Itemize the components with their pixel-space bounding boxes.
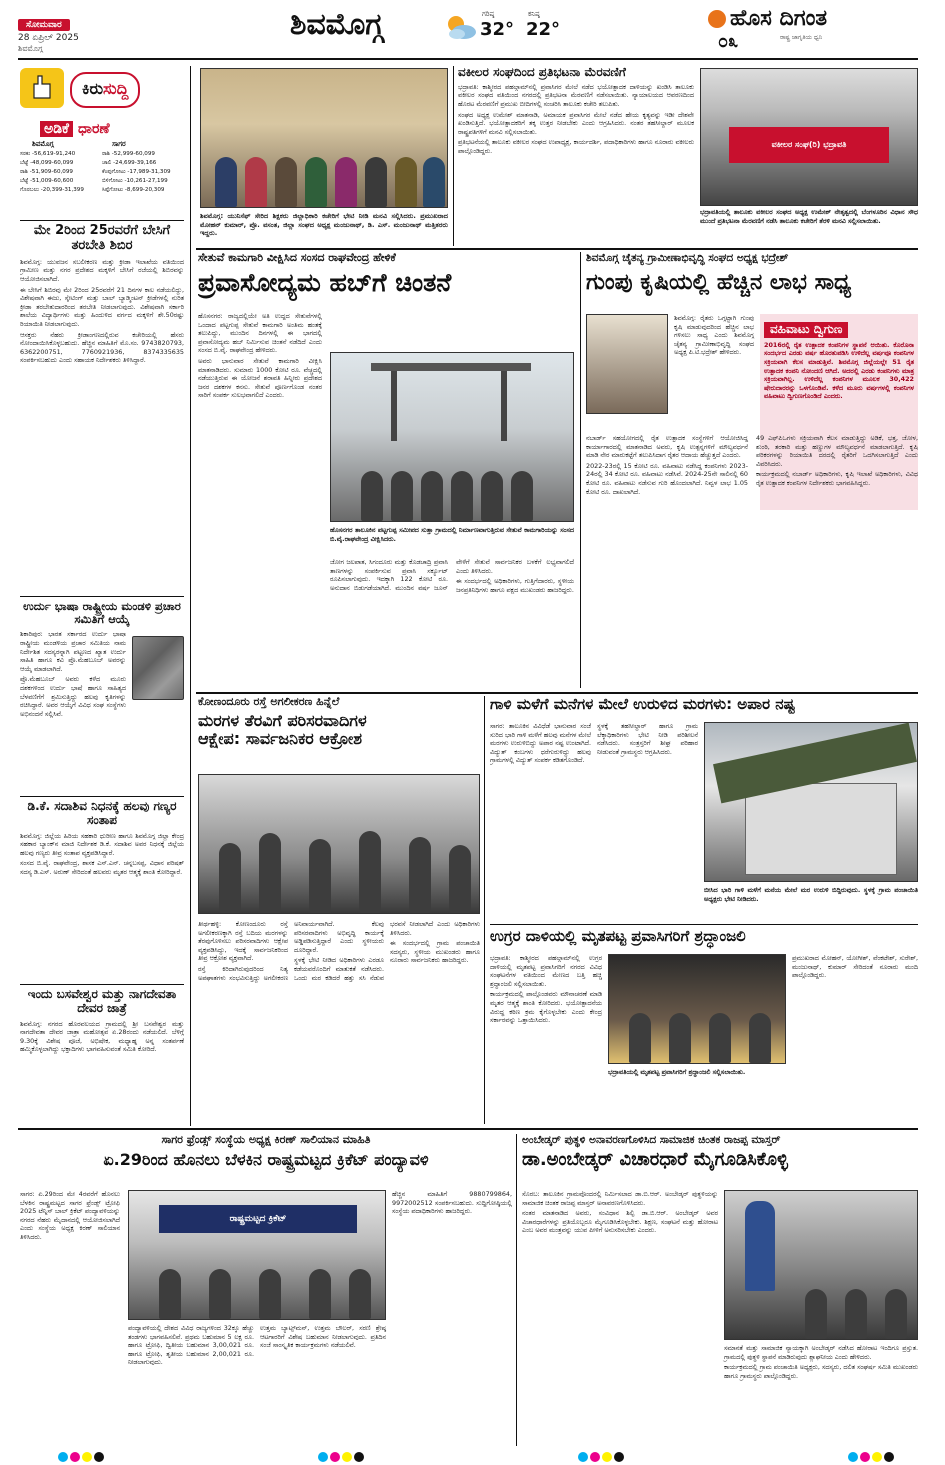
kirusuddi-b: ಸುದ್ದಿ — [103, 79, 129, 98]
masthead-title: ಶಿವಮೊಗ್ಗ — [290, 7, 384, 42]
paragraph: ಸಂಸದ ಬಿ.ವೈ. ರಾಘವೇಂದ್ರ, ಶಾಸಕ ಎಸ್.ಎನ್. ಚನ್ನಬಸಪ್ಪ, ವಿಧಾನ ಪರಿಷತ್ ಸದಸ್ಯ ಡಿ.ಎಸ್. ಅರುಣ್ ಸೇರಿದಂತೆ ಹಲವರು ಮೃತರ ಆತ್ಮಕ್ಕೆ ಶಾಂತಿ ಕೋರಿದ್ದಾರೆ. — [20, 859, 184, 876]
paragraph: ಪಂದ್ಯಾವಳಿಯಲ್ಲಿ ದೇಶದ ವಿವಿಧ ರಾಜ್ಯಗಳಿಂದ 32ಕ್ಕೂ ಹೆಚ್ಚು ತಂಡಗಳು ಭಾಗವಹಿಸಲಿವೆ. ಪ್ರಥಮ ಬಹುಮಾನ 5 ಲಕ್ಷ ರೂ. ಹಾಗೂ ಟ್ರೋಫಿ, ದ್ವಿತೀಯ ಬಹುಮಾನ 3,00,021 ರೂ. ಹಾಗೂ ಟ್ರೋಫಿ, ತೃತೀಯ ಬಹುಮಾನ 2,00,021 ರೂ. ನೀಡಲಾಗುವುದು. — [128, 1324, 254, 1367]
paragraph: ಕಾರ್ಯಕ್ರಮದಲ್ಲಿ ಪಾಲ್ಗೊಂಡವರು ಮೌನಾಚರಣೆ ಮಾಡಿ ಮೃತರ ಆತ್ಮಕ್ಕೆ ಶಾಂತಿ ಕೋರಿದರು. ಭಯೋತ್ಪಾದನೆಯ ವಿರುದ್ಧ ಕಠಿಣ ಕ್ರಮ ಕೈಗೊಳ್ಳಬೇಕು ಎಂದು ಕೇಂದ್ರ ಸರ್ಕಾರವನ್ನು ಒತ್ತಾಯಿಸಿದರು. — [490, 990, 602, 1025]
rate-label-b: ಧಾರಣೆ — [78, 121, 110, 137]
rate-col1: ಶಿವಮೊಗ್ಗ — [32, 140, 54, 148]
paragraph: ಪ್ರತಿಭಟನೆಯಲ್ಲಿ ತಾಲೂಕು ವಕೀಲರ ಸಂಘದ ಉಪಾಧ್ಯಕ್ಷ, ಕಾರ್ಯದರ್ಶಿ, ಪದಾಧಿಕಾರಿಗಳು ಹಾಗೂ ನೂರಾರು ವಕೀಲರು ಪಾಲ್ಗೊಂಡಿದ್ದರು. — [458, 138, 694, 155]
paragraph: ಸೊರಬ: ತಾಲೂಕಿನ ಗ್ರಾಮವೊಂದರಲ್ಲಿ ನಿರ್ಮಿಸಲಾದ ಡಾ.ಬಿ.ಆರ್. ಅಂಬೇಡ್ಕರ್ ಪುತ್ಥಳಿಯನ್ನು ಸಾಮಾಜಿಕ ಚಿಂತಕ ರಾಜಪ್ಪ ಮಾಸ್ತರ್ ಅನಾವರಣಗೊಳಿಸಿದರು. — [522, 1190, 718, 1207]
reg-dot-yellow-2 — [342, 1452, 352, 1462]
brief2-body — [20, 630, 126, 718]
rain-title: ಗಾಳಿ ಮಳೆಗೆ ಮನೆಗಳ ಮೇಲೆ ಉರುಳಿದ ಮರಗಳು: ಅಪಾರ ನಷ್ಟ — [490, 696, 795, 713]
paragraph: ಉತ್ತಮ ಬ್ಯಾಟ್ಸ್‌ಮನ್, ಉತ್ತಮ ಬೌಲರ್, ಸರಣಿ ಶ್ರೇಷ್ಠ ಆಟಗಾರರಿಗೆ ವಿಶೇಷ ಬಹುಮಾನ ನೀಡಲಾಗುವುದು. ಪ್ರತಿದಿನ ಸಂಜೆ ಸಾಂಸ್ಕೃತಿಕ ಕಾರ್ಯಕ್ರಮಗಳು ನಡೆಯಲಿವೆ. — [260, 1324, 386, 1350]
paragraph: ಶಿವಮೊಗ್ಗ: ರೈತರು ಒಗ್ಗಟ್ಟಾಗಿ ಗುಂಪು ಕೃಷಿ ಮಾಡುವುದರಿಂದ ಹೆಚ್ಚಿನ ಲಾಭ ಗಳಿಸಲು ಸಾಧ್ಯ ಎಂದು ಶಿವಮೊಗ್ಗ ಚೈತನ್ಯ ಗ್ರಾಮೀಣಾಭಿವೃದ್ಧಿ ಸಂಘದ ಅಧ್ಯಕ್ಷ ಪಿ.ಟಿ.ಭದ್ರೇಶ್ ಹೇಳಿದರು. — [674, 314, 754, 357]
header-left — [18, 12, 168, 56]
tourism-kicker: ಸೇತುವೆ ಕಾಮಗಾರಿ ವೀಕ್ಷಿಸಿದ ಸಂಸದ ರಾಘವೇಂದ್ರ ಹೇಳಿಕೆ — [198, 252, 396, 264]
paragraph: ತೀರ್ಥಹಳ್ಳಿ: ಕೋಣಂದೂರು ರಸ್ತೆ ಅಗಲೀಕರಣಕ್ಕಾಗಿ ರಸ್ತೆ ಬದಿಯ ಮರಗಳನ್ನು ತೆರವುಗೊಳಿಸಲು ಪರಿಸರವಾದಿಗಳು ಆಕ್ಷೇಪ ವ್ಯಕ್ತಪಡಿಸಿದ್ದು, ಇದಕ್ಕೆ ಸಾರ್ವಜನಿಕರಿಂದ ತೀವ್ರ ಆಕ್ರೋಶ ವ್ಯಕ್ತವಾಗಿದೆ. — [198, 920, 288, 963]
rate-cell: ಬೆಟ್ಟೆ -48,099-60,099 — [20, 160, 74, 166]
reg-dot-magenta — [70, 1452, 80, 1462]
paragraph: ಹೊಸನಗರ: ರಾಜ್ಯದಲ್ಲಿಯೇ ಅತಿ ಉದ್ದದ ಸೇತುವೆಗಳಲ್ಲಿ ಒಂದಾದ ಪಟ್ಟಗುಪ್ಪ ಸೇತುವೆ ಕಾಮಗಾರಿ ಅಂತಿಮ ಹಂತಕ್ಕೆ ತಲುಪಿದ್ದು, ಮುಂದಿನ ದಿನಗಳಲ್ಲಿ ಈ ಭಾಗದಲ್ಲಿ ಪ್ರವಾಸೋದ್ಯಮ ಹಬ್ ನಿರ್ಮಿಸುವ ಚಿಂತನೆ ನಡೆದಿದೆ ಎಂದು ಸಂಸದ ಬಿ.ವೈ. ರಾಘವೇಂದ್ರ ಹೇಳಿದರು. — [198, 312, 322, 355]
brief2-title: ಉರ್ದು ಭಾಷಾ ರಾಷ್ಟ್ರೀಯ ಮಂಡಳಿ ಪ್ರಚಾರ ಸಮಿತಿಗೆ ಆಯ್ಕೆ — [23, 600, 181, 627]
ambedkar-title: ಡಾ.ಅಂಬೇಡ್ಕರ್ ವಿಚಾರಧಾರೆ ಮೈಗೂಡಿಸಿಕೊಳ್ಳಿ — [522, 1149, 788, 1171]
tribute-caption: ಭದ್ರಾವತಿಯಲ್ಲಿ ಮೃತಪಟ್ಟ ಪ್ರವಾಸಿಗರಿಗೆ ಶ್ರದ್ಧಾಂಜಲಿ ಸಲ್ಲಿಸಲಾಯಿತು. — [608, 1068, 746, 1076]
reg-dot-yellow — [82, 1452, 92, 1462]
paragraph: ಭದ್ರಾವತಿ: ಕಾಶ್ಮೀರದ ಪಹಲ್ಗಾಮ್‌ನಲ್ಲಿ ಉಗ್ರರ ದಾಳಿಯಲ್ಲಿ ಮೃತಪಟ್ಟ ಪ್ರವಾಸಿಗರಿಗೆ ನಗರದ ವಿವಿಧ ಸಂಘಟನೆಗಳ ವತಿಯಿಂದ ಮೇಣದ ಬತ್ತಿ ಹಚ್ಚಿ ಶ್ರದ್ಧಾಂಜಲಿ ಸಲ್ಲಿಸಲಾಯಿತು. — [490, 954, 602, 988]
paragraph: ಸ್ಥಳಕ್ಕೆ ಭೇಟಿ ನೀಡಿದ ಅಧಿಕಾರಿಗಳು ಎರಡೂ ಕಡೆಯವರೊಂದಿಗೆ ಮಾತುಕತೆ ನಡೆಸಿದರು. ಒಂದು ಮರ ಕಡಿದರೆ ಹತ್ತು ಸಸಿ ನೆಡುವ ಭರವಸೆ ನೀಡಲಾಗಿದೆ ಎಂದು ಅಧಿಕಾರಿಗಳು ತಿಳಿಸಿದರು. — [294, 920, 480, 982]
rate-row — [20, 150, 184, 159]
paragraph: ಆಸಕ್ತರು ನೆಹರು ಕ್ರೀಡಾಂಗಣದಲ್ಲಿರುವ ಕಚೇರಿಯಲ್ಲಿ ಹೆಸರು ನೋಂದಾಯಿಸಿಕೊಳ್ಳಬಹುದು. ಹೆಚ್ಚಿನ ಮಾಹಿತಿಗೆ ಮೊ.ಸಂ. 9743820793, 6362200751, 7760921936, 8374335635 ಸಂಪರ್ಕಿಸಬಹುದು ಎಂದು ಸಹಾಯಕ ನಿರ್ದೇಶಕರು ತಿಳಿಸಿದ್ದಾರೆ. — [20, 330, 184, 365]
paragraph: ಸಮಾನತೆ ಮತ್ತು ಸಾಮಾಜಿಕ ನ್ಯಾಯಕ್ಕಾಗಿ ಅಂಬೇಡ್ಕರ್ ನಡೆಸಿದ ಹೋರಾಟ ಇಂದಿಗೂ ಪ್ರಸ್ತುತ. ಗ್ರಾಮದಲ್ಲಿ ಪುತ್ಥಳಿ ಸ್ಥಾಪನೆ ಮಾಡಿರುವುದು ಶ್ಲಾಘನೀಯ ಎಂದು ಹೇಳಿದರು. — [724, 1344, 918, 1361]
paragraph: ಶಿಕಾರಿಪುರ: ಭಾರತ ಸರ್ಕಾರದ ಉರ್ದು ಭಾಷಾ ರಾಷ್ಟ್ರೀಯ ಮಂಡಳಿಯ ಪ್ರಚಾರ ಸಮಿತಿಯ ನಾಮ ನಿರ್ದೇಶಿತ ಸದಸ್ಯರನ್ನಾಗಿ ಪಟ್ಟಣದ ಖ್ಯಾತ ಉರ್ದು ಸಾಹಿತಿ ಹಾಗೂ ಕವಿ ಪ್ರೊ.ಮೆಹಬೂಬ್ ಅವರನ್ನು ಆಯ್ಕೆ ಮಾಡಲಾಗಿದೆ. — [20, 630, 126, 673]
lawyers-banner: ವಕೀಲರ ಸಂಘ(ರಿ) ಭದ್ರಾವತಿ — [729, 127, 889, 163]
reg-dot-magenta-4 — [860, 1452, 870, 1462]
brief-jatre — [20, 988, 184, 1122]
brief-urdu — [20, 600, 184, 794]
tribute-story — [490, 928, 918, 1124]
candle-photo — [608, 954, 786, 1064]
rate-col2: ಸಾಗರ — [112, 140, 126, 148]
brief3-body — [20, 832, 184, 877]
paragraph: ನಂತರ ಮಾತನಾಡಿದ ಅವರು, ಸಂವಿಧಾನ ಶಿಲ್ಪಿ ಡಾ.ಬಿ.ಆರ್. ಅಂಬೇಡ್ಕರ್ ಅವರ ವಿಚಾರಧಾರೆಗಳನ್ನು ಪ್ರತಿಯೊಬ್ಬರೂ ಮೈಗೂಡಿಸಿಕೊಳ್ಳಬೇಕು. ಶಿಕ್ಷಣ, ಸಂಘಟನೆ ಮತ್ತು ಹೋರಾಟ ಎಂಬ ಅವರ ಮಂತ್ರವನ್ನು ಯುವ ಪೀಳಿಗೆ ಅನುಸರಿಸಬೇಕು ಎಂದರು. — [522, 1209, 718, 1235]
tourism-body-left — [198, 312, 322, 686]
paragraph: ಹೆಚ್ಚಿನ ಮಾಹಿತಿಗೆ 9880799864, 9972002512 ಸಂಪರ್ಕಿಸಬಹುದು. ಸುದ್ದಿಗೋಷ್ಠಿಯಲ್ಲಿ ಸಂಸ್ಥೆಯ ಪದಾಧಿಕಾರಿಗಳು ಹಾಜರಿದ್ದರು. — [392, 1190, 512, 1216]
reg-dot-cyan-3 — [578, 1452, 588, 1462]
agri-box-title: ವಹಿವಾಟು ದ್ವಿಗುಣ — [764, 322, 848, 338]
lawyers-caption: ಭದ್ರಾವತಿಯಲ್ಲಿ ತಾಲೂಕು ವಕೀಲರ ಸಂಘದ ಅಧ್ಯಕ್ಷ ಉಮೇಶ್ ನೇತೃತ್ವದಲ್ಲಿ ಬೆಂಗಳೂರಿನ ವಿಧಾನ ಸೌಧ ಮುಂದೆ ಪ್ರತಿಭಟನಾ ಮೆರವಣಿಗೆ ನಡೆಸಿ ತಾಲೂಕು ಕಚೇರಿಗೆ ತೆರಳಿ ಮನವಿ ಸಲ್ಲಿಸಲಾಯಿತು. — [700, 208, 918, 225]
tribute-title: ಉಗ್ರರ ದಾಳಿಯಲ್ಲಿ ಮೃತಪಟ್ಟ ಪ್ರವಾಸಿಗರಿಗೆ ಶ್ರದ್ಧಾಂಜಲಿ — [490, 928, 746, 945]
tree-title-1: ಮರಗಳ ತೆರವಿಗೆ ಪರಿಸರವಾದಿಗಳ — [198, 710, 367, 730]
min-temp-label: ಕನಿಷ್ಠ — [528, 10, 540, 18]
cricket-body-right — [392, 1190, 512, 1446]
tourism-body-bottom — [330, 558, 574, 686]
reg-dot-yellow-4 — [872, 1452, 882, 1462]
cricket-title: ಏ.29ರಿಂದ ಹೊನಲು ಬೆಳಕಿನ ರಾಷ್ಟ್ರಮಟ್ಟದ ಕ್ರಿಕೆಟ್ ಪಂದ್ಯಾವಳಿ — [103, 1149, 429, 1169]
reg-dot-black — [94, 1452, 104, 1462]
paragraph: ಸಾಗರ: ತಾಲೂಕಿನ ವಿವಿಧೆಡೆ ಭಾನುವಾರ ಸಂಜೆ ಸುರಿದ ಭಾರಿ ಗಾಳಿ ಮಳೆಗೆ ಹಲವು ಮನೆಗಳ ಮೇಲೆ ಮರಗಳು ಉರುಳಿಬಿದ್ದು ಅಪಾರ ನಷ್ಟ ಉಂಟಾಗಿದೆ. ವಿದ್ಯುತ್ ಕಂಬಗಳು ಧರೆಗುರುಳಿದ್ದು ಹಲವು ಗ್ರಾಮಗಳಲ್ಲಿ ವಿದ್ಯುತ್ ಸಂಪರ್ಕ ಕಡಿತಗೊಂಡಿದೆ. — [490, 722, 591, 765]
tree-kicker: ಕೋಣಂದೂರು ರಸ್ತೆ ಅಗಲೀಕರಣ ಹಿನ್ನೆಲೆ — [198, 696, 340, 708]
page-number: ೦೩ — [718, 31, 739, 52]
brief1-title: ಮೇ 2ರಿಂದ 25ರವರೆಗೆ ಬೇಸಿಗೆ ತರಬೇತಿ ಶಿಬಿರ — [33, 224, 171, 253]
rate-table — [20, 150, 184, 195]
rain-story — [490, 696, 918, 922]
paragraph: ಕಾರ್ಯಕ್ರಮದಲ್ಲಿ ನಬಾರ್ಡ್ ಅಧಿಕಾರಿಗಳು, ಕೃಷಿ ಇಲಾಖೆ ಅಧಿಕಾರಿಗಳು, ವಿವಿಧ ರೈತ ಉತ್ಪಾದಕ ಕಂಪನಿಗಳ ನಿರ್ದೇಶಕರು ಭಾಗವಹಿಸಿದ್ದರು. — [756, 470, 918, 487]
paragraph: 49 ಎಫ್‌ಪಿಒಗಳು ಸಕ್ರಿಯವಾಗಿ ಕೆಲಸ ಮಾಡುತ್ತಿದ್ದು ಅಡಿಕೆ, ಭತ್ತ, ಜೋಳ, ಶುಂಠಿ, ತರಕಾರಿ ಮತ್ತು ಹಣ್ಣುಗಳ ಮೌಲ್ಯವರ್ಧನೆ ಮಾಡಲಾಗುತ್ತಿದೆ. ಕೃಷಿ ಪರಿಕರಗಳನ್ನು ರಿಯಾಯಿತಿ ದರದಲ್ಲಿ ರೈತರಿಗೆ ಒದಗಿಸಲಾಗುತ್ತಿದೆ ಎಂದು ವಿವರಿಸಿದರು. — [756, 434, 918, 468]
tribute-body-right — [792, 954, 918, 1124]
cricket-body-left — [20, 1190, 120, 1446]
header-date: 28 ಏಪ್ರಿಲ್ 2025 — [18, 33, 79, 43]
agri-box-body: 2016ರಲ್ಲಿ ರೈತ ಉತ್ಪಾದಕ ಕಂಪನಿಗಳ ಸ್ಥಾಪನೆ ಆಯಿತು. ಕೊರೊನಾ ಸಂದರ್ಭದ ಎರಡು ವರ್ಷ ಹೊರತುಪಡಿಸಿ ಉಳಿದೆಲ್ಲ ವರ್ಷವೂ ಕಂಪನಿಗಳ ಸಕ್ರಿಯವಾಗಿ ಕೆಲಸ ಮಾಡುತ್ತಿವೆ. ಶಿವಮೊಗ್ಗ ಜಿಲ್ಲೆಯಲ್ಲೇ 51 ರೈತ ಉತ್ಪಾದಕ ಕಂಪನಿ ನೋಂದಣಿ ಆಗಿದೆ. ಅದರಲ್ಲಿ ಎರಡು ಕಂಪನಿಗಳು ಮಾತ್ರ ಸಕ್ರಿಯವಾಗಿಲ್ಲ. ಉಳಿದೆಲ್ಲ ಕಂಪನಿಗಳ ಮೂಲಕ 30,422 ಷೇರುದಾರರನ್ನು ಒಳಗೊಂಡಿವೆ. ಕಳೆದ ಮೂರು ವರ್ಷಗಳಲ್ಲಿ ಕಂಪನಿಗಳ ವಹಿವಾಟು ದ್ವಿಗುಣಗೊಂಡಿದೆ ಎಂದರು. — [764, 340, 914, 401]
rate-row — [20, 168, 184, 177]
tree-title-2: ಆಕ್ಷೇಪ: ಸಾರ್ವಜನಿಕರ ಆಕ್ರೋಶ — [198, 729, 362, 749]
kirusuddi-label — [70, 72, 140, 108]
kirusuddi-box — [20, 66, 184, 112]
agri-body-top — [674, 314, 754, 432]
paper-tagline: ರಾಷ್ಟ್ರ ಜಾಗೃತಿಯ ಧ್ವನಿ — [780, 34, 823, 41]
tree-story — [198, 696, 480, 1124]
header-city: ಶಿವಮೊಗ್ಗ — [18, 44, 43, 53]
rain-body — [490, 722, 698, 922]
ambedkar-kicker: ಅಂಬೇಡ್ಕರ್ ಪುತ್ಥಳಿ ಅನಾವರಣಗೊಳಿಸಿದ ಸಾಮಾಜಿಕ ಚಿಂತಕ ರಾಜಪ್ಪ ಮಾಸ್ತರ್ — [522, 1134, 781, 1146]
reg-dot-magenta-3 — [590, 1452, 600, 1462]
paper-name: ಹೊಸ ದಿಗಂತ — [730, 6, 828, 31]
paragraph: ಸಂಘದ ಅಧ್ಯಕ್ಷ ಉಮೇಶ್ ಮಾತನಾಡಿ, ಅಮಾಯಕ ಪ್ರವಾಸಿಗರ ಮೇಲೆ ನಡೆದ ಹೇಯ ಕೃತ್ಯವನ್ನು ಇಡೀ ದೇಶವೇ ಖಂಡಿಸುತ್ತಿದೆ. ಭಯೋತ್ಪಾದಕರಿಗೆ ತಕ್ಕ ಉತ್ತರ ನೀಡಬೇಕು ಎಂದು ಆಗ್ರಹಿಸಿದರು. ನಂತರ ತಹಸೀಲ್ದಾರ್ ಮೂಲಕ ರಾಷ್ಟ್ರಪತಿಗಳಿಗೆ ಮನವಿ ಸಲ್ಲಿಸಲಾಯಿತು. — [458, 110, 694, 136]
rate-cell: ಸಿಪ್ಪೆಗೋಟು -8,699-20,309 — [102, 187, 165, 193]
brief3-title: ಡಿ.ಕೆ. ಸದಾಶಿವ ನಿಧನಕ್ಕೆ ಹಲವು ಗಣ್ಯರ ಸಂತಾಪ — [27, 800, 177, 827]
lawyers-body — [458, 83, 694, 156]
cricket-body-bottom — [128, 1324, 386, 1446]
bridge-photo — [330, 352, 574, 522]
rate-cell: ಬೆಟ್ಟೆ -51,009-60,600 — [20, 178, 74, 184]
paragraph: ನಬಾರ್ಡ್ ಸಹಯೋಗದಲ್ಲಿ ರೈತ ಉತ್ಪಾದಕ ಸಂಸ್ಥೆಗಳಿಗೆ ಆಯೋಜಿಸಿದ್ದ ಕಾರ್ಯಾಗಾರದಲ್ಲಿ ಮಾತನಾಡಿದ ಅವರು, ಕೃಷಿ ಉತ್ಪನ್ನಗಳಿಗೆ ಮೌಲ್ಯವರ್ಧನೆ ಮಾಡಿ ನೇರ ಮಾರುಕಟ್ಟೆಗೆ ತಲುಪಿಸಿದಾಗ ರೈತರ ಆದಾಯ ಹೆಚ್ಚುತ್ತದೆ ಎಂದರು. — [586, 434, 748, 460]
rate-cell: ಸರಕು -56,619-91,240 — [20, 151, 76, 157]
cricket-banner: ರಾಷ್ಟ್ರಮಟ್ಟದ ಕ್ರಿಕೆಟ್ — [159, 1205, 357, 1233]
paragraph: ಪ್ರಮುಖರಾದ ಮೋಹನ್, ಯೋಗೀಶ್, ವೆಂಕಟೇಶ್, ಸುರೇಶ್, ಮಂಜುನಾಥ್, ಕುಮಾರ್ ಸೇರಿದಂತೆ ನೂರಾರು ಮಂದಿ ಪಾಲ್ಗೊಂಡಿದ್ದರು. — [792, 954, 918, 980]
reg-dot-black-2 — [354, 1452, 364, 1462]
reg-dot-magenta-2 — [330, 1452, 340, 1462]
rate-row — [20, 159, 184, 168]
paragraph: ಸ್ಥಳಕ್ಕೆ ತಹಸೀಲ್ದಾರ್ ಹಾಗೂ ಗ್ರಾಮ ಲೆಕ್ಕಾಧಿಕಾರಿಗಳು ಭೇಟಿ ನೀಡಿ ಪರಿಶೀಲನೆ ನಡೆಸಿದರು. ಸಂತ್ರಸ್ತರಿಗೆ ಶೀಘ್ರ ಪರಿಹಾರ ನೀಡುವಂತೆ ಗ್ರಾಮಸ್ಥರು ಆಗ್ರಹಿಸಿದರು. — [597, 722, 698, 756]
header-day: ಸೋಮವಾರ — [18, 19, 70, 31]
bridge-photo-caption: ಹೊಸನಗರ ತಾಲೂಕಿನ ಪಟ್ಟಗುಪ್ಪ ಸಮೀಪದ ಸುತ್ತಾ ಗ್ರಾಮದಲ್ಲಿ ನಿರ್ಮಾಣವಾಗುತ್ತಿರುವ ಸೇತುವೆ ಕಾಮಗಾರಿಯನ್ನು ಸಂಸದ ಬಿ.ವೈ.ರಾಘವೇಂದ್ರ ವೀಕ್ಷಿಸಿದರು. — [330, 526, 574, 543]
ambedkar-body-left — [522, 1190, 718, 1446]
speaker-photo — [586, 314, 668, 414]
paragraph: ಈ ಸಂದರ್ಭದಲ್ಲಿ ಗ್ರಾಮ ಪಂಚಾಯಿತಿ ಸದಸ್ಯರು, ಸ್ಥಳೀಯ ಮುಖಂಡರು ಹಾಗೂ ನೂರಾರು ಸಾರ್ವಜನಿಕರು ಹಾಜರಿದ್ದರು. — [390, 939, 480, 965]
agri-story — [586, 252, 918, 688]
paragraph: ಈ ಸಂದರ್ಭದಲ್ಲಿ ಅಧಿಕಾರಿಗಳು, ಗುತ್ತಿಗೆದಾರರು, ಸ್ಥಳೀಯ ಜನಪ್ರತಿನಿಧಿಗಳು ಹಾಗೂ ಪಕ್ಷದ ಮುಖಂಡರು ಹಾಜರಿದ್ದರು. — [456, 577, 574, 594]
brief4-body — [20, 1020, 184, 1054]
kirusuddi-a: ಕಿರು — [82, 79, 104, 98]
paragraph: ಶಿವಮೊಗ್ಗ: ಜಿಲ್ಲೆಯ ಹಿರಿಯ ಸಹಕಾರಿ ಧುರೀಣ ಹಾಗೂ ಶಿವಮೊಗ್ಗ ಜಿಲ್ಲಾ ಕೇಂದ್ರ ಸಹಕಾರ ಬ್ಯಾಂಕ್‌ನ ಮಾಜಿ ನಿರ್ದೇಶಕ ಡಿ.ಕೆ. ಸದಾಶಿವ ಅವರ ನಿಧನಕ್ಕೆ ಜಿಲ್ಲೆಯ ಹಲವು ಗಣ್ಯರು ತೀವ್ರ ಸಂತಾಪ ವ್ಯಕ್ತಪಡಿಸಿದ್ದಾರೆ. — [20, 831, 184, 857]
rate-row — [20, 186, 184, 195]
brief-summer-camp — [20, 224, 184, 594]
reg-dot-cyan-2 — [318, 1452, 328, 1462]
sun-cloud-icon — [442, 12, 478, 42]
ambedkar-body-right — [724, 1344, 918, 1446]
brief4-title: ಇಂದು ಬಸವೇಶ್ವರ ಮತ್ತು ನಾಗದೇವತಾ ದೇವರ ಜಾತ್ರೆ — [27, 988, 177, 1015]
paragraph: ಪ್ರೊ.ಮೆಹಬೂಬ್ ಅವರು ಕಳೆದ ಮೂರು ದಶಕಗಳಿಂದ ಉರ್ದು ಭಾಷೆ ಹಾಗೂ ಸಾಹಿತ್ಯದ ಬೆಳವಣಿಗೆಗೆ ಶ್ರಮಿಸುತ್ತಿದ್ದು ಹಲವು ಕೃತಿಗಳನ್ನು ರಚಿಸಿದ್ದಾರೆ. ಅವರ ಆಯ್ಕೆಗೆ ವಿವಿಧ ಸಂಘ ಸಂಸ್ಥೆಗಳು ಅಭಿನಂದನೆ ಸಲ್ಲಿಸಿವೆ. — [20, 675, 126, 718]
rate-cell: ಗೊರಬಲು -20,399-31,399 — [20, 187, 84, 193]
reg-dot-black-4 — [884, 1452, 894, 1462]
paragraph: ಸಾಗರ: ಏ.29ರಿಂದ ಮೇ 4ರವರೆಗೆ ಹೊನಲು ಬೆಳಕಿನ ರಾಷ್ಟ್ರಮಟ್ಟದ ಸಾಗರ ಫ್ರೆಂಡ್ಸ್ ಟ್ರೋಫಿ 2025 ಟೆನ್ನಿಸ್ ಬಾಲ್ ಕ್ರಿಕೆಟ್ ಪಂದ್ಯಾವಳಿಯನ್ನು ನಗರದ ನೆಹರು ಮೈದಾನದಲ್ಲಿ ಆಯೋಜಿಸಲಾಗಿದೆ ಎಂದು ಸಂಸ್ಥೆಯ ಅಧ್ಯಕ್ಷ ಕಿರಣ್ ಸಾಲಿಯಾನ ತಿಳಿಸಿದರು. — [20, 1190, 120, 1241]
hand-icon — [20, 68, 64, 108]
agri-body-bottom — [586, 434, 918, 686]
masthead — [290, 6, 580, 52]
arecanut-rates — [20, 118, 184, 216]
paragraph: ಜೋಗ ಜಲಪಾತ, ಸಿಗಂದೂರು ಮತ್ತು ಕೊಡಚಾದ್ರಿ ಪ್ರವಾಸಿ ತಾಣಗಳನ್ನು ಸಂಪರ್ಕಿಸುವ ಪ್ರವಾಸಿ ಸರ್ಕ್ಯೂಟ್ ರೂಪಿಸಲಾಗುವುದು. ಇದಕ್ಕಾಗಿ 122 ಕೋಟಿ ರೂ. ಅನುದಾನ ಬಿಡುಗಡೆಯಾಗಿದೆ. ಮುಂದಿನ ವರ್ಷ ಜೂನ್ ವೇಳೆಗೆ ಸೇತುವೆ ಸಾರ್ವಜನಿಕರ ಬಳಕೆಗೆ ಲಭ್ಯವಾಗಲಿದೆ ಎಂದು ತಿಳಿಸಿದರು. — [330, 558, 574, 592]
rate-cell: ಚಾಲಿ -24,699-39,166 — [102, 160, 157, 166]
reg-dot-cyan — [58, 1452, 68, 1462]
brief1-body — [20, 258, 184, 365]
lotus-icon — [708, 10, 726, 28]
paragraph: ಕಾರ್ಯಕ್ರಮದಲ್ಲಿ ಗ್ರಾಮ ಪಂಚಾಯಿತಿ ಅಧ್ಯಕ್ಷರು, ಸದಸ್ಯರು, ದಲಿತ ಸಂಘರ್ಷ ಸಮಿತಿ ಮುಖಂಡರು ಹಾಗೂ ಗ್ರಾಮಸ್ಥರು ಪಾಲ್ಗೊಂಡಿದ್ದರು. — [724, 1363, 918, 1380]
max-temp-label: ಗರಿಷ್ಠ — [482, 10, 495, 18]
lawyers-title: ವಕೀಲರ ಸಂಘದಿಂದ ಪ್ರತಿಭಟನಾ ಮೆರವಣಿಗೆ — [458, 66, 626, 79]
header-rule — [18, 58, 918, 60]
top-photo-caption: ಶಿವಮೊಗ್ಗ: ಯುನಿಸೆಫ್ ಸೇರಿದ ಶಿಕ್ಷಕರು ಜಿಲ್ಲಾಧಿಕಾರಿ ಕಚೇರಿಗೆ ಭೇಟಿ ನೀಡಿ ಮನವಿ ಸಲ್ಲಿಸಿದರು. ಪ್ರಮುಖರಾದ ಮೋಹನ್ ಕುಮಾರ್, ಪ್ರೊ. ವಸಂತ, ಜಿಲ್ಲಾ ಸಂಘದ ಅಧ್ಯಕ್ಷ ಮಂಜುನಾಥ್, ಡಿ. ಎಸ್. ಮಂಜುನಾಥ್ ಮತ್ತಿತರರು ಇದ್ದರು. — [200, 212, 448, 238]
tourism-title: ಪ್ರವಾಸೋದ್ಯಮ ಹಬ್‌ಗೆ ಚಿಂತನೆ — [198, 267, 452, 297]
max-temp: 32° — [480, 19, 515, 40]
reg-dot-black-3 — [614, 1452, 624, 1462]
paragraph: ಶಿವಮೊಗ್ಗ: ನಗರದ ಹೊರವಲಯದ ಗ್ರಾಮದಲ್ಲಿ ಶ್ರೀ ಬಸವೇಶ್ವರ ಮತ್ತು ನಾಗದೇವತಾ ದೇವರ ಜಾತ್ರಾ ಮಹೋತ್ಸವ ಏ.28ರಂದು ನಡೆಯಲಿದೆ. ಬೆಳಿಗ್ಗೆ 9.30ಕ್ಕೆ ವಿಶೇಷ ಪೂಜೆ, ಅಭಿಷೇಕ, ಮಧ್ಯಾಹ್ನ ಅನ್ನ ಸಂತರ್ಪಣೆ ಹಮ್ಮಿಕೊಳ್ಳಲಾಗಿದ್ದು ಭಕ್ತಾದಿಗಳು ಭಾಗವಹಿಸುವಂತೆ ಸಮಿತಿ ಕೋರಿದೆ. — [20, 1019, 184, 1054]
tribute-body-left — [490, 954, 602, 1124]
fallen-tree-photo — [704, 722, 918, 882]
rain-caption: ಬೀಸಿದ ಭಾರಿ ಗಾಳಿ ಮಳೆಗೆ ಮನೆಯ ಮೇಲೆ ಮರ ಉರುಳಿ ಬಿದ್ದಿರುವುದು. ಸ್ಥಳಕ್ಕೆ ಗ್ರಾಮ ಪಂಚಾಯಿತಿ ಅಧ್ಯಕ್ಷರು ಭೇಟಿ ನೀಡಿದರು. — [704, 886, 918, 903]
cricket-kicker: ಸಾಗರ ಫ್ರೆಂಡ್ಸ್ ಸಂಸ್ಥೆಯ ಅಧ್ಯಕ್ಷ ಕಿರಣ್ ಸಾಲಿಯಾನ ಮಾಹಿತಿ — [161, 1134, 371, 1146]
tree-body — [198, 920, 480, 1124]
paragraph: ಭದ್ರಾವತಿ: ಕಾಶ್ಮೀರದ ಪಹಲ್ಗಾಮ್‌ನಲ್ಲಿ ಪ್ರವಾಸಿಗರ ಮೇಲೆ ನಡೆದ ಭಯೋತ್ಪಾದಕ ದಾಳಿಯನ್ನು ಖಂಡಿಸಿ ತಾಲೂಕು ವಕೀಲರ ಸಂಘದ ವತಿಯಿಂದ ನಗರದಲ್ಲಿ ಪ್ರತಿಭಟನಾ ಮೆರವಣಿಗೆ ನಡೆಸಲಾಯಿತು. ನ್ಯಾಯಾಲಯದ ಆವರಣದಿಂದ ಹೊರಟ ಮೆರವಣಿಗೆ ಪ್ರಮುಖ ಬೀದಿಗಳಲ್ಲಿ ಸಂಚರಿಸಿ ತಾಲೂಕು ಕಚೇರಿ ತಲುಪಿತು. — [458, 82, 694, 108]
reg-dot-yellow-3 — [602, 1452, 612, 1462]
lawyers-photo — [700, 68, 918, 206]
brief-condolence — [20, 800, 184, 982]
lawyers-story — [458, 66, 694, 246]
agri-kicker: ಶಿವಮೊಗ್ಗ ಚೈತನ್ಯ ಗ್ರಾಮೀಣಾಭಿವೃದ್ಧಿ ಸಂಘದ ಅಧ್ಯಕ್ಷ ಭದ್ರೇಶ್ — [586, 252, 789, 264]
paragraph: ಶಿವಮೊಗ್ಗ: ಯುವಜನ ಸಬಲೀಕರಣ ಮತ್ತು ಕ್ರೀಡಾ ಇಲಾಖೆಯ ವತಿಯಿಂದ ಗ್ರಾಮೀಣ ಮತ್ತು ನಗರ ಪ್ರದೇಶದ ಮಕ್ಕಳಿಗೆ ಬೇಸಿಗೆ ರಜೆಯಲ್ಲಿ ಶಿಬಿರವನ್ನು ಆಯೋಜಿಸಲಾಗಿದೆ. — [20, 257, 184, 284]
rate-row — [20, 177, 184, 186]
protest-photo — [198, 774, 480, 914]
rate-cell: ರಾಶಿ -51,909-60,099 — [20, 169, 73, 175]
paragraph: ಈ ಬೇಸಿಗೆ ಶಿಬಿರವು ಮೇ 2ರಿಂದ 25ರವರೆಗೆ 21 ದಿನಗಳ ಕಾಲ ನಡೆಯಲಿದ್ದು, ವಿಶೇಷವಾಗಿ ಈಜು, ಸ್ಕೇಟಿಂಗ್ ಮತ್ತು ಬಾಲ್ ಬ್ಯಾಡ್ಮಿಂಟನ್ ಕ್ರೀಡೆಗಳಲ್ಲಿ ನುರಿತ ಕ್ರೀಡಾ ತರಬೇತುದಾರರಿಂದ ತರಬೇತಿ ನೀಡಲಾಗುವುದು. ವಿಶೇಷವಾಗಿ ಸರ್ಕಾರಿ ಶಾಲೆಯ ವಿದ್ಯಾರ್ಥಿಗಳು ಮತ್ತು ಹಿಂದುಳಿದ ವರ್ಗದ ಮಕ್ಕಳಿಗೆ ಶೇ.50ರಷ್ಟು ರಿಯಾಯಿತಿ ನೀಡಲಾಗುವುದು. — [20, 285, 184, 329]
rate-cell: ಬಿಳಿಗೋಟು -10,261-27,199 — [102, 178, 168, 184]
reg-dot-cyan-4 — [848, 1452, 858, 1462]
rate-cell: ರಾಶಿ -52,999-60,099 — [102, 151, 155, 157]
person-photo — [132, 636, 184, 700]
rate-cell: ಕೆಂಪುಗೋಟು -17,989-31,309 — [102, 169, 171, 175]
cricket-story — [20, 1134, 512, 1446]
group-photo-top — [200, 68, 448, 208]
paragraph: 2022-23ರಲ್ಲಿ 15 ಕೋಟಿ ರೂ. ವಹಿವಾಟು ನಡೆಸಿದ್ದ ಕಂಪನಿಗಳು 2023-24ರಲ್ಲಿ 34 ಕೋಟಿ ರೂ. ವಹಿವಾಟು ನಡೆಸಿವೆ. 2024-25ನೇ ಸಾಲಿನಲ್ಲಿ 60 ಕೋಟಿ ರೂ. ವಹಿವಾಟು ನಡೆಸುವ ಗುರಿ ಹೊಂದಲಾಗಿದೆ. ನಿವ್ವಳ ಲಾಭ 1.05 ಕೋಟಿ ರೂ. ದಾಖಲಾಗಿದೆ. — [586, 461, 748, 496]
agri-title: ಗುಂಪು ಕೃಷಿಯಲ್ಲಿ ಹೆಚ್ಚಿನ ಲಾಭ ಸಾಧ್ಯ — [586, 270, 852, 296]
paragraph: ಅವರು ಭಾನುವಾರ ಸೇತುವೆ ಕಾಮಗಾರಿ ವೀಕ್ಷಿಸಿ ಮಾತನಾಡಿದರು. ಸುಮಾರು 1000 ಕೋಟಿ ರೂ. ವೆಚ್ಚದಲ್ಲಿ ನಡೆಯುತ್ತಿರುವ ಈ ಯೋಜನೆ ಶರಾವತಿ ಹಿನ್ನೀರು ಪ್ರದೇಶದ ಜನರ ದಶಕಗಳ ಕನಸು. ಸೇತುವೆ ಪೂರ್ಣಗೊಂಡ ನಂತರ ಸಾರಿಗೆ ಸಂಪರ್ಕ ಸುಲಭವಾಗಲಿದೆ ಎಂದರು. — [198, 356, 322, 400]
rate-label-a: ಅಡಿಕೆ — [40, 121, 73, 137]
tourism-story — [198, 252, 576, 688]
min-temp: 22° — [526, 19, 561, 40]
press-meet-photo — [128, 1190, 386, 1320]
paper-brand — [708, 6, 920, 54]
statue-photo — [724, 1190, 918, 1340]
paragraph: ರಸ್ತೆ ಕಿರಿದಾಗಿರುವುದರಿಂದ ನಿತ್ಯ ಅಪಘಾತಗಳು ಸಂಭವಿಸುತ್ತಿದ್ದು ಅಗಲೀಕರಣ ಅನಿವಾರ್ಯವಾಗಿದೆ. ಕೆಲವು ಪರಿಸರವಾದಿಗಳು ಅಭಿವೃದ್ಧಿ ಕಾರ್ಯಕ್ಕೆ ಅಡ್ಡಿಪಡಿಸುತ್ತಿದ್ದಾರೆ ಎಂದು ಸ್ಥಳೀಯರು ದೂರಿದ್ದಾರೆ. — [198, 920, 384, 982]
ambedkar-story — [522, 1134, 918, 1446]
